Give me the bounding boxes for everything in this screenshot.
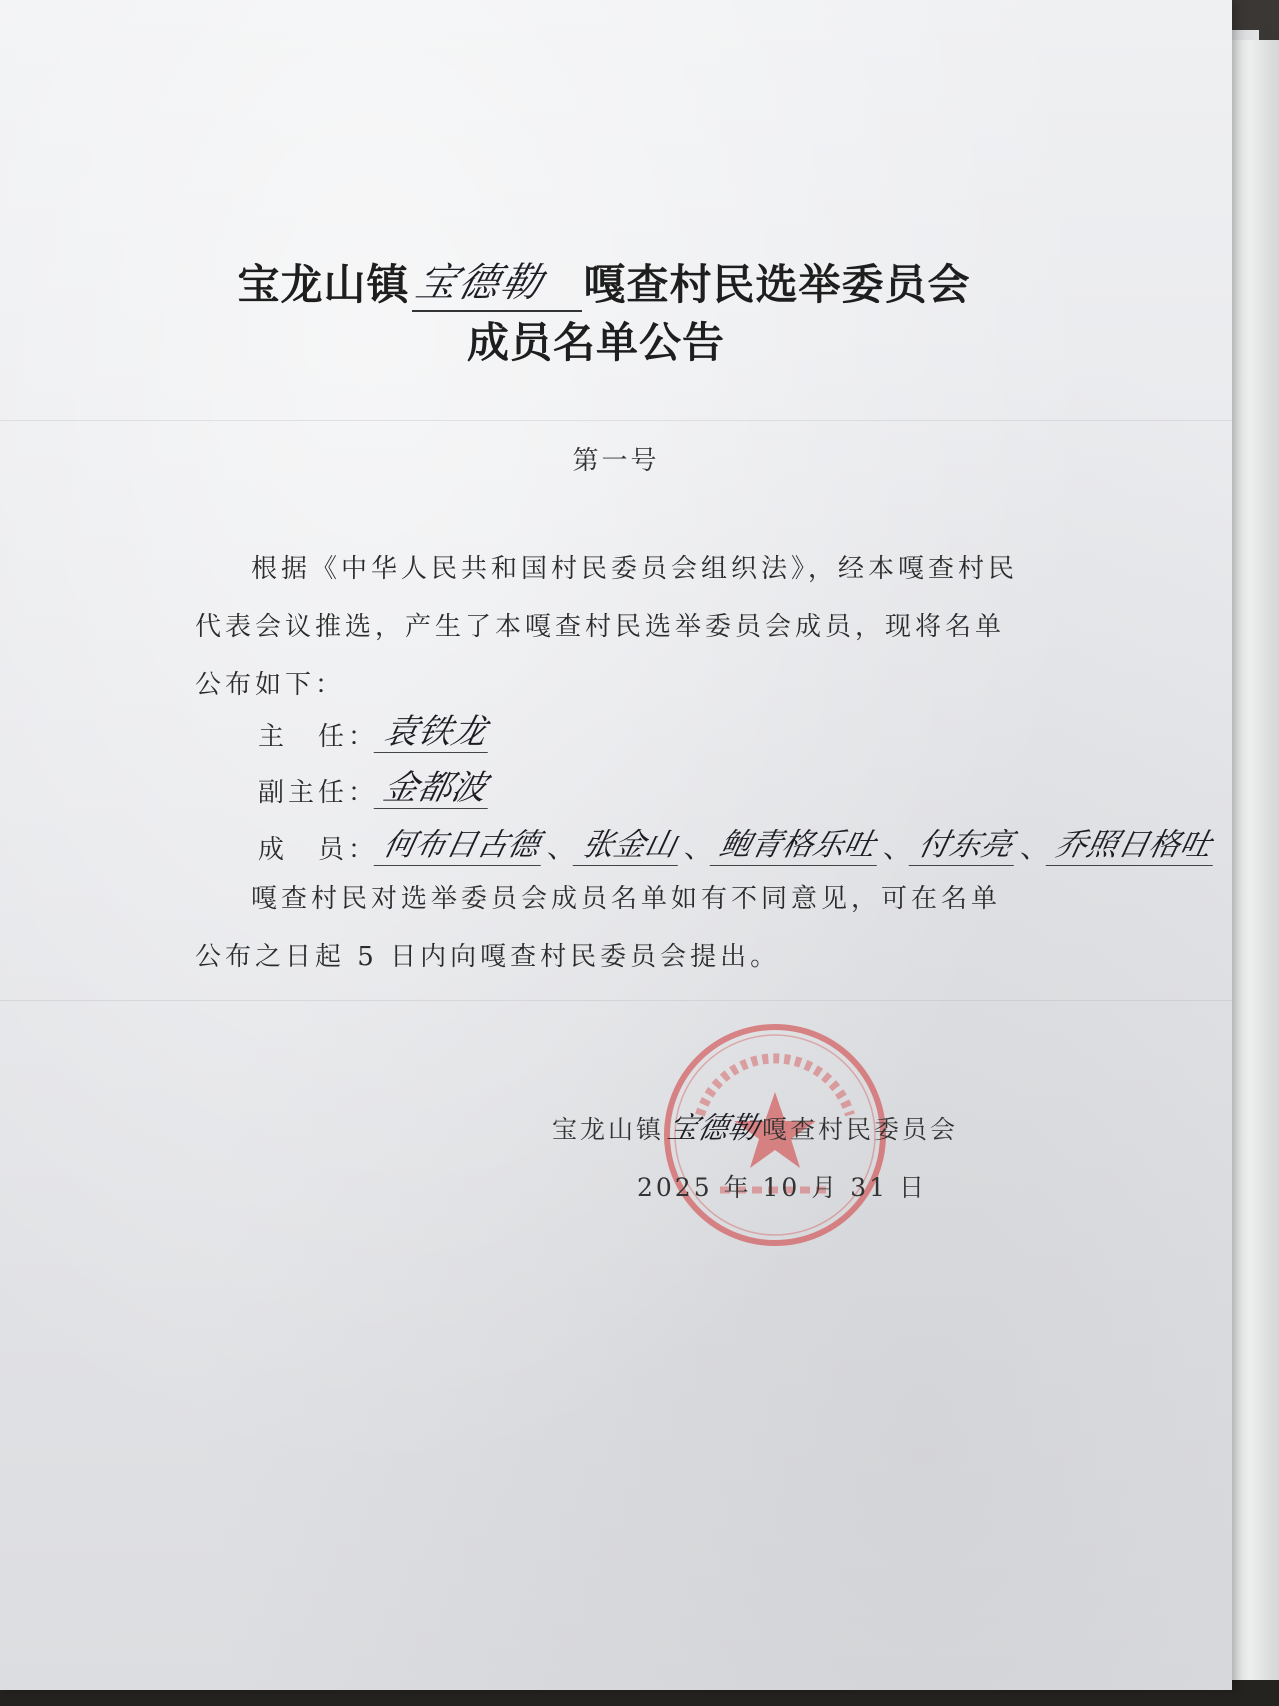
director-label: 主 任： <box>258 722 379 752</box>
serial-number: 第一号 <box>572 446 660 476</box>
issuer-handwritten-name: 宝德勒 <box>664 1111 762 1146</box>
name-separator: 、 <box>883 831 912 864</box>
intro-paragraph: 根据《中华人民共和国村民委员会组织法》，经本嘎查村民代表会议推选，产生了本嘎查村民选举委员会成员，现将名单公布如下： <box>195 554 1019 700</box>
paper-crease <box>0 420 1232 421</box>
title-suffix: 嘎查村民选举委员会 <box>583 260 971 309</box>
member-signature: 鲍青格乐吐 <box>710 825 886 866</box>
name-separator: 、 <box>684 831 713 864</box>
member-signature: 乔照日格吐 <box>1046 825 1222 866</box>
deputy-line <box>258 768 492 809</box>
title-handwritten-name: 宝德勒 <box>410 260 549 306</box>
name-separator: 、 <box>1020 831 1049 864</box>
title-line-2: 成员名单公告 <box>466 318 725 367</box>
member-signature: 张金山 <box>573 825 687 866</box>
title-handwritten-blank <box>410 260 582 312</box>
deputy-label: 副主任： <box>258 778 379 808</box>
title-line-1 <box>0 252 1220 312</box>
name-separator: 、 <box>547 831 576 864</box>
members-line <box>258 825 1217 866</box>
paper-crease <box>0 1000 1232 1001</box>
issuer-prefix: 宝龙山镇 <box>552 1115 665 1144</box>
director-signature: 袁铁龙 <box>374 712 497 753</box>
director-line <box>258 712 492 753</box>
issuer-line <box>552 1110 958 1146</box>
member-signature: 付东亮 <box>909 825 1023 866</box>
title-prefix: 宝龙山镇 <box>237 260 410 309</box>
deputy-signature: 金都波 <box>374 768 497 809</box>
issuer-suffix: 嘎查村民委员会 <box>762 1115 959 1144</box>
objection-paragraph: 嘎查村民对选举委员会成员名单如有不同意见，可在名单公布之日起 5 日内向嘎查村民委员会提出。 <box>195 884 1002 972</box>
member-signature: 何布日古德 <box>374 825 550 866</box>
members-label: 成 员： <box>258 835 379 865</box>
issue-date: 2025 年 10 月 31 日 <box>637 1173 927 1202</box>
